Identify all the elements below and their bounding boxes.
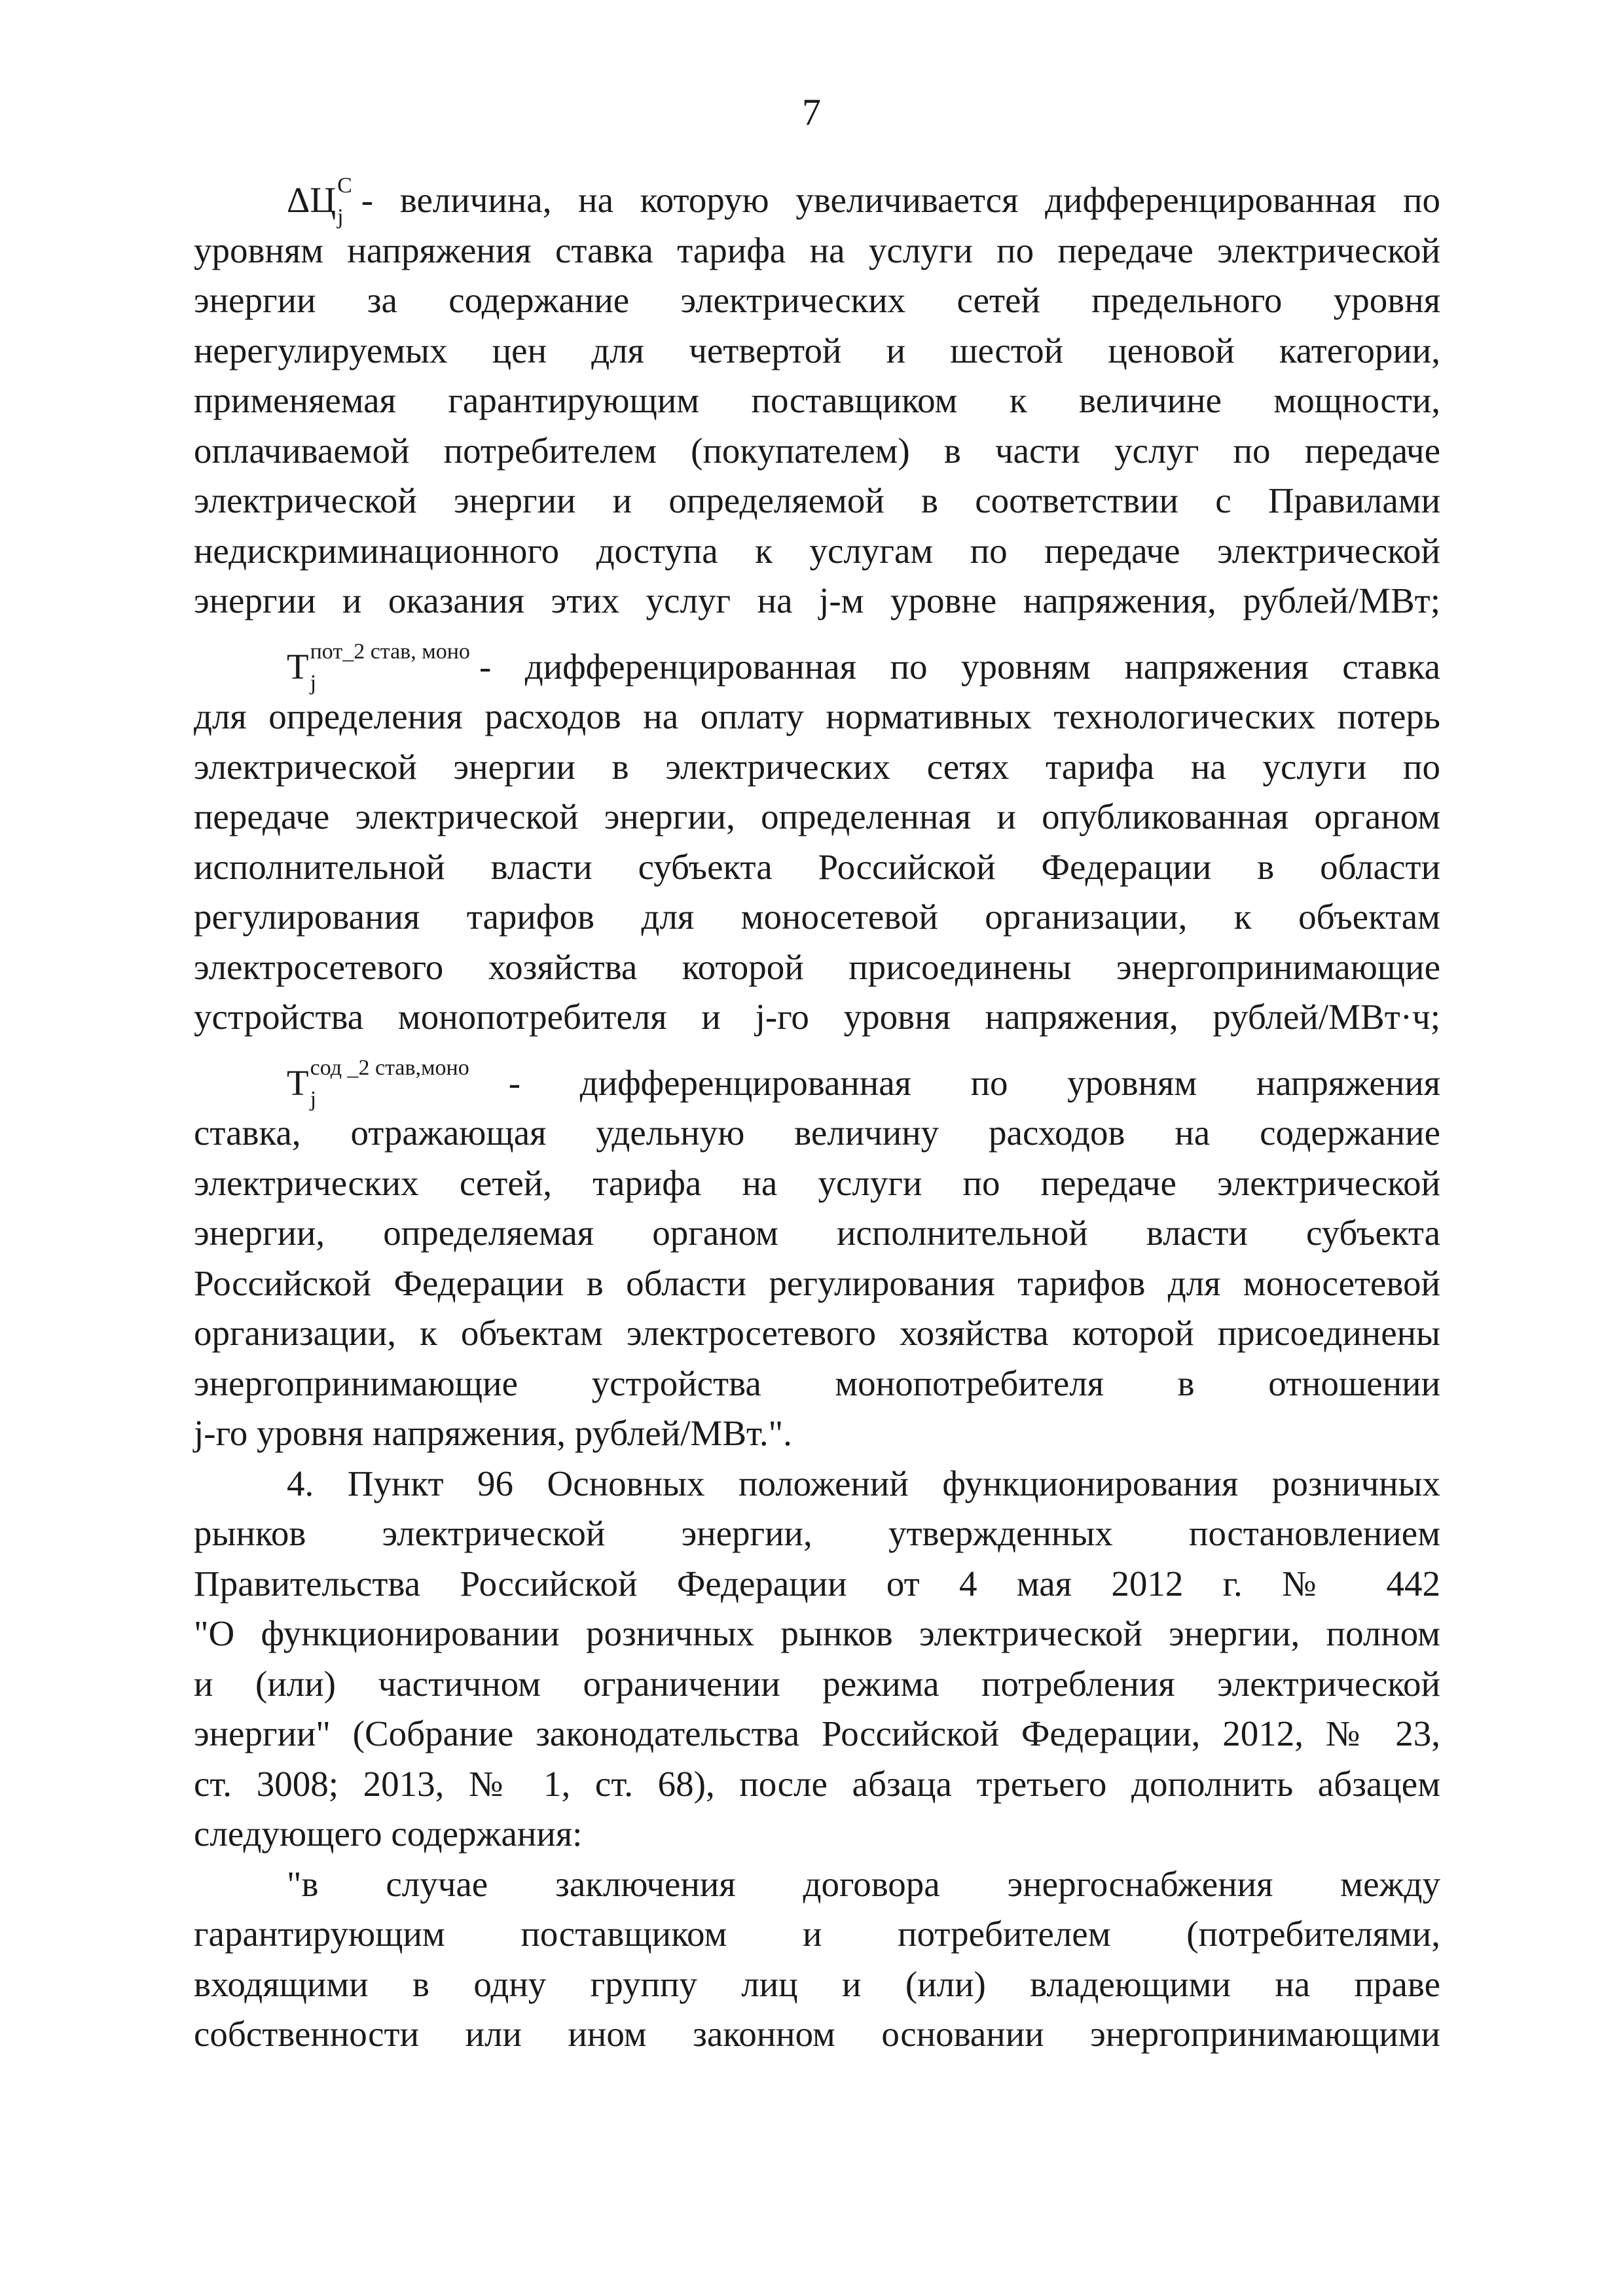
text-line: электрических сетей, тарифа на услуги по передаче электрической: [194, 1162, 1440, 1203]
definition-t-pot-body: [194, 692, 1440, 1043]
text-line: рынков электрической энергии, утвержденных постановлением: [194, 1513, 1440, 1553]
text-line: Российской Федерации в области регулирования тарифов для моносетевой: [194, 1263, 1440, 1303]
item-4-paragraph: [194, 1459, 1440, 1859]
definition-t-pot-head: [194, 639, 1440, 695]
text-line: исполнительной власти субъекта Российской Федерации в области: [194, 846, 1440, 887]
definition-text: - дифференцированная по уровням напряжения ставка: [479, 646, 1440, 687]
text-line: электрической энергии в электрических сетях тарифа на услуги по: [194, 746, 1440, 787]
text-line: передаче электрической энергии, определенная и опубликованная органом: [194, 797, 1440, 836]
text-line: энергии, определяемая органом исполнительной власти субъекта: [194, 1213, 1440, 1253]
text-line: Правительства Российской Федерации от 4 мая 2012 г. № 442: [194, 1563, 1440, 1604]
text-line: "в случае заключения договора энергоснабжения между: [287, 1863, 1440, 1904]
text-line: гарантирующим поставщиком и потребителем (потребителями,: [194, 1914, 1440, 1954]
text-line: входящими в одну группу лиц и (или) владеющими на праве: [194, 1964, 1440, 2004]
definition-text: - дифференцированная по уровням напряжения: [508, 1062, 1440, 1103]
definition-t-sod-body: [194, 1108, 1440, 1459]
text-line: собственности или ином законном основании энергопринимающими: [194, 2014, 1440, 2054]
text-line: и (или) частичном ограничении режима потребления электрической: [194, 1663, 1440, 1704]
text-line: для определения расходов на оплату нормативных технологических потерь: [194, 696, 1440, 736]
text-line: электросетевого хозяйства которой присоединены энергопринимающие: [194, 946, 1440, 987]
text-line: электрической энергии и определяемой в соответствии с Правилами: [194, 480, 1440, 520]
text-line: регулирования тарифов для моносетевой организации, к объектам: [194, 897, 1440, 937]
text-line: энергии" (Собрание законодательства Российской Федерации, 2012, № 23,: [194, 1713, 1440, 1753]
text-line: применяемая гарантирующим поставщиком к величине мощности,: [194, 380, 1440, 420]
text-line: энергии и оказания этих услуг на j-м уровне напряжения, рублей/МВт;: [194, 581, 1440, 620]
text-line: следующего содержания:: [194, 1814, 583, 1854]
text-line: энергии за содержание электрических сетей предельного уровня: [194, 280, 1440, 320]
page-number: 7: [802, 91, 821, 134]
text-line: нерегулируемых цен для четвертой и шестой ценовой категории,: [194, 330, 1440, 370]
text-line: устройства монопотребителя и j-го уровня напряжения, рублей/МВт·ч;: [194, 997, 1440, 1037]
text-line: ставка, отражающая удельную величину расходов на содержание: [194, 1113, 1440, 1153]
text-line: организации, к объектам электросетевого хозяйства которой присоединены: [194, 1313, 1440, 1353]
definition-t-sod-head: [194, 1058, 1440, 1109]
text-line: энергопринимающие устройства монопотребителя в отношении: [194, 1363, 1440, 1403]
definition-text: - величина, на которую увеличивается дифференцированная по: [361, 180, 1440, 220]
text-line: 4. Пункт 96 Основных положений функционирования розничных: [287, 1463, 1440, 1503]
formula-symbol-delta-c: ΔЦ С j: [287, 173, 352, 229]
text-line: ст. 3008; 2013, № 1, ст. 68), после абзаца третьего дополнить абзацем: [194, 1763, 1440, 1804]
definition-delta-c-head: [194, 173, 1440, 229]
formula-symbol-t-sod: Т сод _2 став,моно j: [287, 1056, 469, 1111]
text-line: j-го уровня напряжения, рублей/МВт.".: [194, 1413, 792, 1453]
quoted-paragraph: [194, 1859, 1440, 2060]
text-line: "О функционировании розничных рынков электрической энергии, полном: [194, 1613, 1440, 1653]
document-body: [194, 175, 1440, 2060]
text-line: недискриминационного доступа к услугам по передаче электрической: [194, 530, 1440, 571]
formula-symbol-t-pot: Т пот_2 став, моно j: [287, 639, 470, 695]
definition-delta-c-body: [194, 226, 1440, 626]
text-line: оплачиваемой потребителем (покупателем) в части услуг по передаче: [194, 430, 1440, 471]
text-line: уровням напряжения ставка тарифа на услуги по передаче электрической: [194, 230, 1440, 270]
